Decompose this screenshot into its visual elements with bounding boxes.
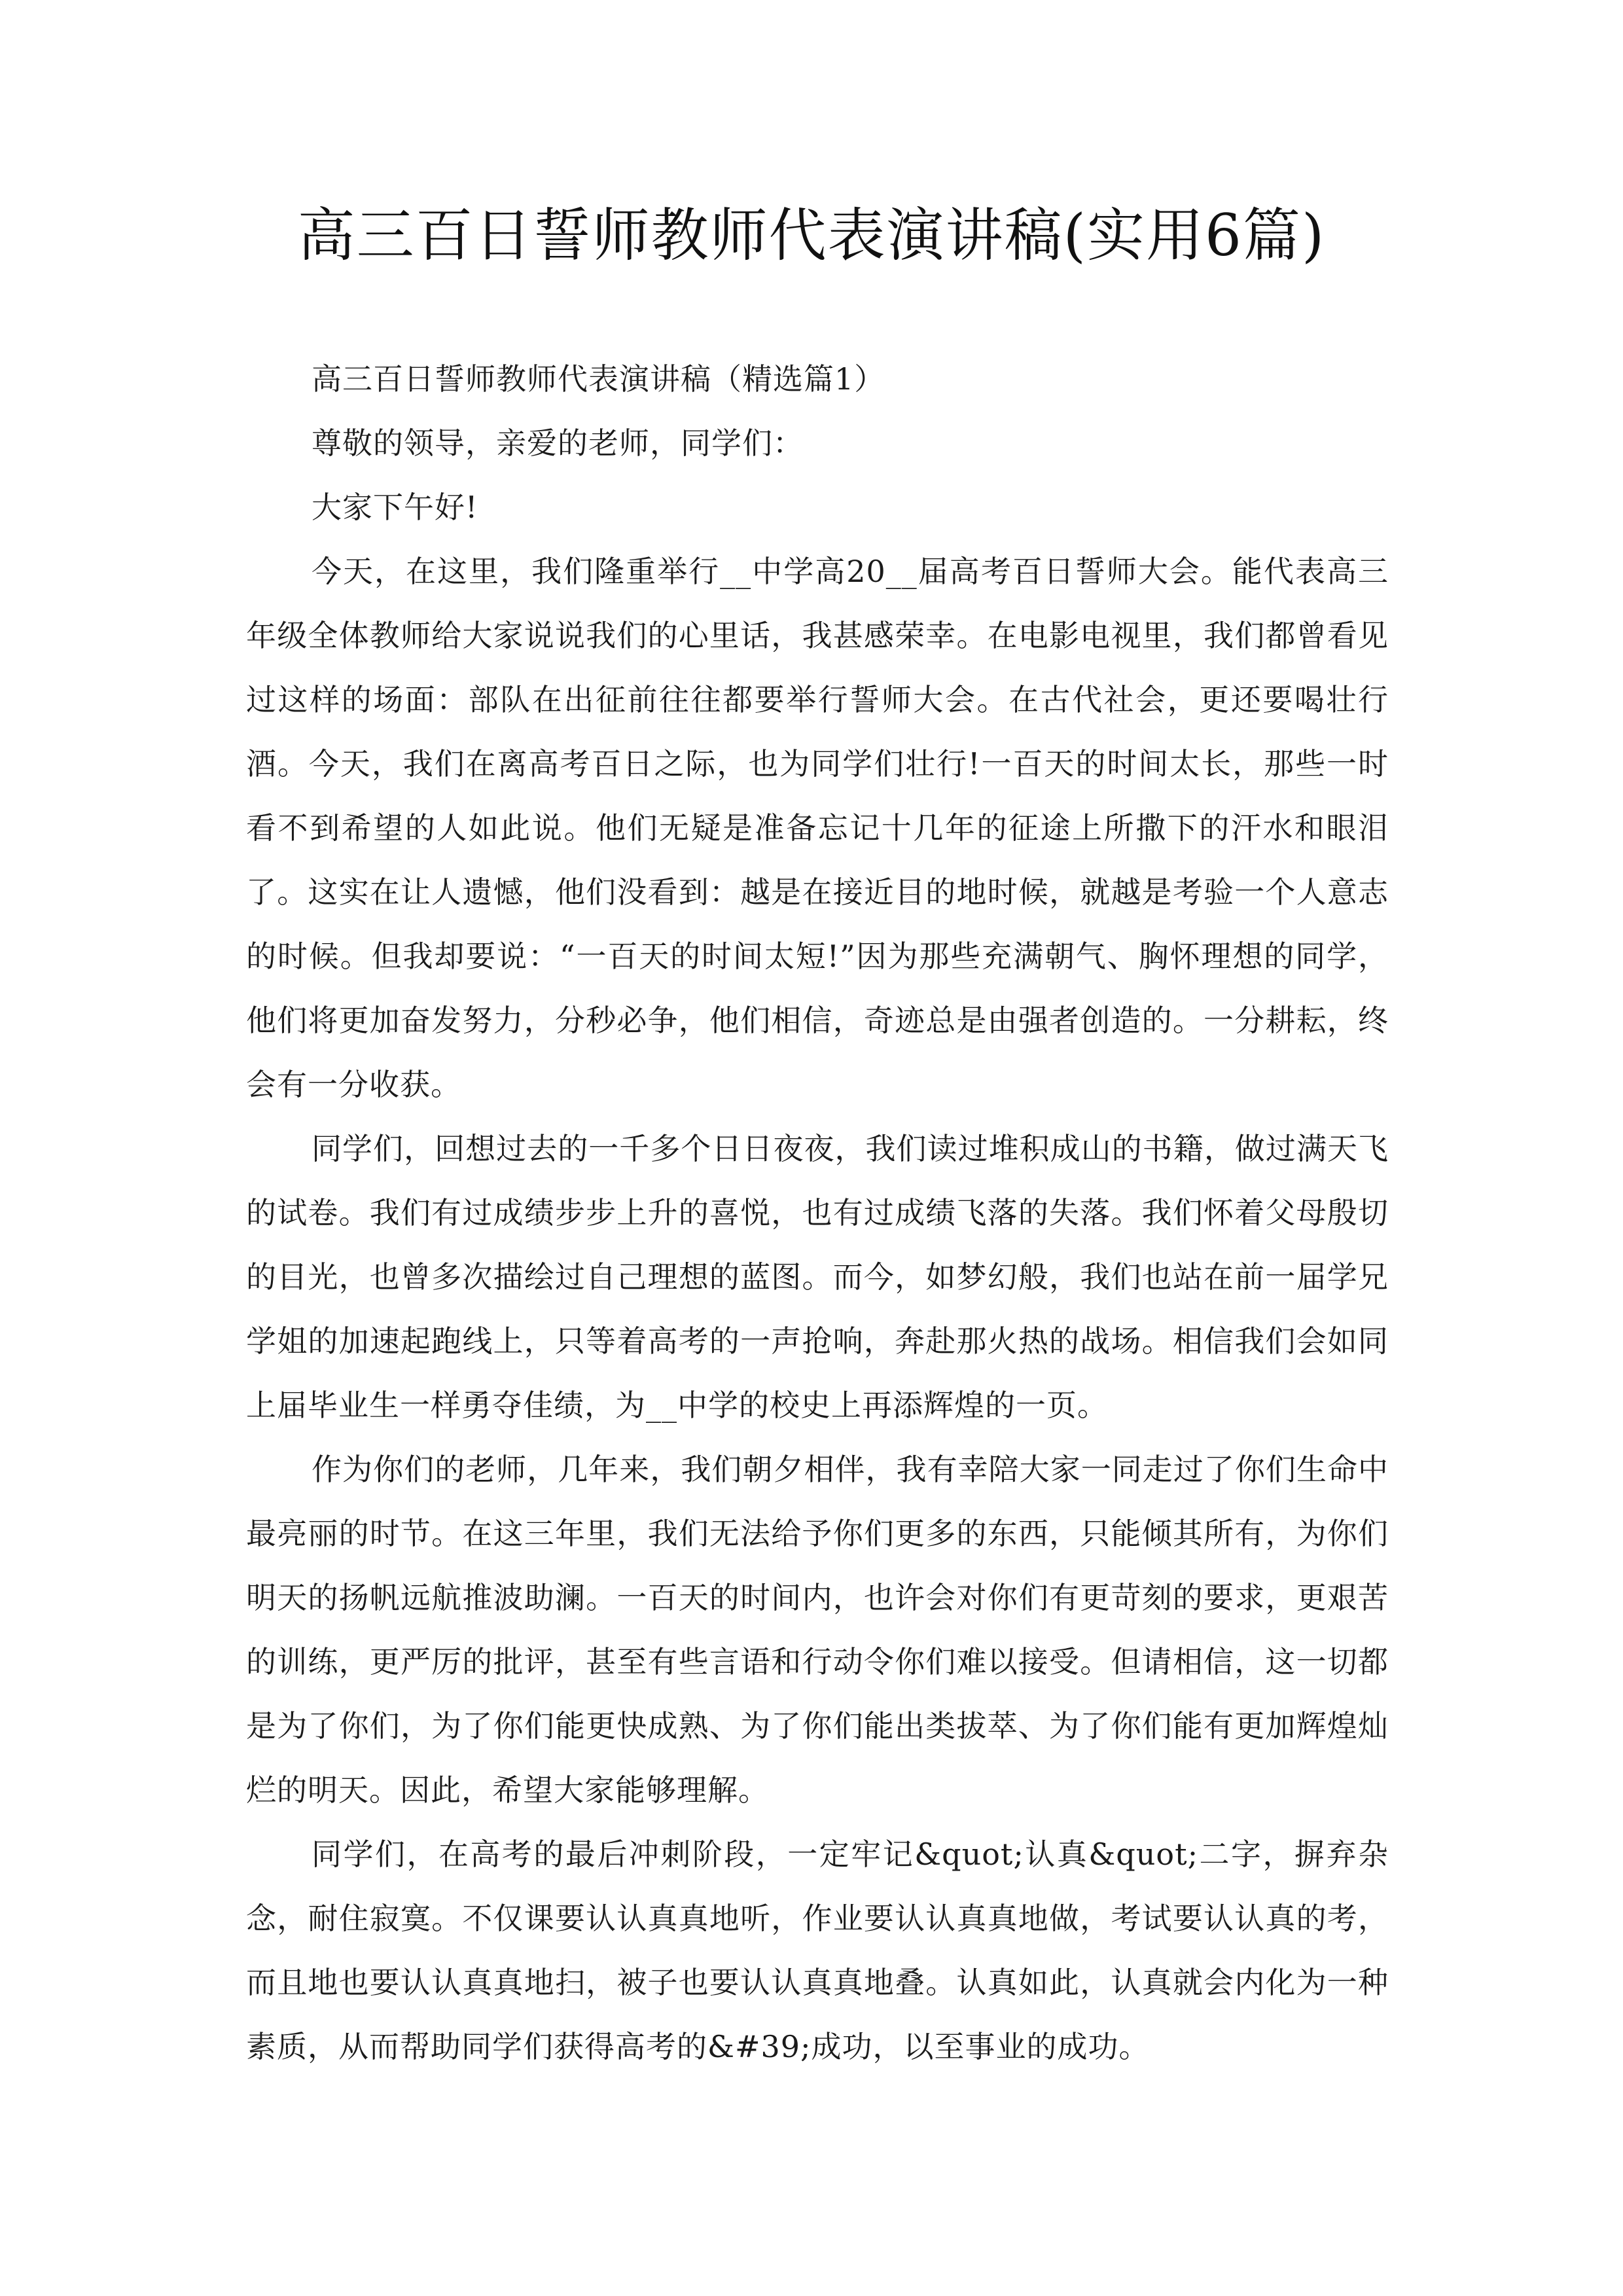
- body-paragraph: 作为你们的老师，几年来，我们朝夕相伴，我有幸陪大家一同走过了你们生命中最亮丽的时节。在这三年里，我们无法给予你们更多的东西，只能倾其所有，为你们明天的扬帆远航推波助澜。一百天的时间内，也许会对你们有更苛刻的要求，更艰苦的训练，更严厉的批评，甚至有些言语和行动令你们难以接受。但请相信，这一切都是为了你们，为了你们能更快成熟、为了你们能出类拔萃、为了你们能有更加辉煌灿烂的明天。因此，希望大家能够理解。: [246, 1452, 1389, 1808]
- document-title: 高三百日誓师教师代表演讲稿(实用6篇): [297, 202, 1326, 269]
- salutation: 尊敬的领导，亲爱的老师，同学们：: [312, 425, 804, 461]
- greeting: 大家下午好!: [312, 490, 478, 525]
- body-paragraph: 同学们，在高考的最后冲刺阶段，一定牢记&quot;认真&quot;二字，摒弃杂念，耐住寂寞。不仅课要认认真真地听，作业要认认真真地做，考试要认认真的考，而且地也要认认真真地扫，被子也要认认真真地叠。认真如此，认真就会内化为一种素质，从而帮助同学们获得高考的&#39;成功，以至事业的成功。: [246, 1837, 1389, 2064]
- section-heading: 高三百日誓师教师代表演讲稿（精选篇1）: [312, 361, 885, 397]
- body-paragraph: 同学们，回想过去的一千多个日日夜夜，我们读过堆积成山的书籍，做过满天飞的试卷。我们有过成绩步步上升的喜悦，也有过成绩飞落的失落。我们怀着父母殷切的目光，也曾多次描绘过自己理想的蓝图。而今，如梦幻般，我们也站在前一届学兄学姐的加速起跑线上，只等着高考的一声抢响，奔赴那火热的战场。相信我们会如同上届毕业生一样勇夺佳绩，为__中学的校史上再添辉煌的一页。: [246, 1131, 1389, 1423]
- document-body: [246, 347, 1389, 2079]
- body-paragraph: 今天，在这里，我们隆重举行__中学高20__届高考百日誓师大会。能代表高三年级全体教师给大家说说我们的心里话，我甚感荣幸。在电影电视里，我们都曾看见过这样的场面：部队在出征前往往都要举行誓师大会。在古代社会，更还要喝壮行酒。今天，我们在离高考百日之际，也为同学们壮行!一百天的时间太长，那些一时看不到希望的人如此说。他们无疑是准备忘记十几年的征途上所撒下的汗水和眼泪了。这实在让人遗憾，他们没看到：越是在接近目的地时候，就越是考验一个人意志的时候。但我却要说：“一百天的时间太短!”因为那些充满朝气、胸怀理想的同学，他们将更加奋发努力，分秒必争，他们相信，奇迹总是由强者创造的。一分耕耘，终会有一分收获。: [246, 554, 1389, 1102]
